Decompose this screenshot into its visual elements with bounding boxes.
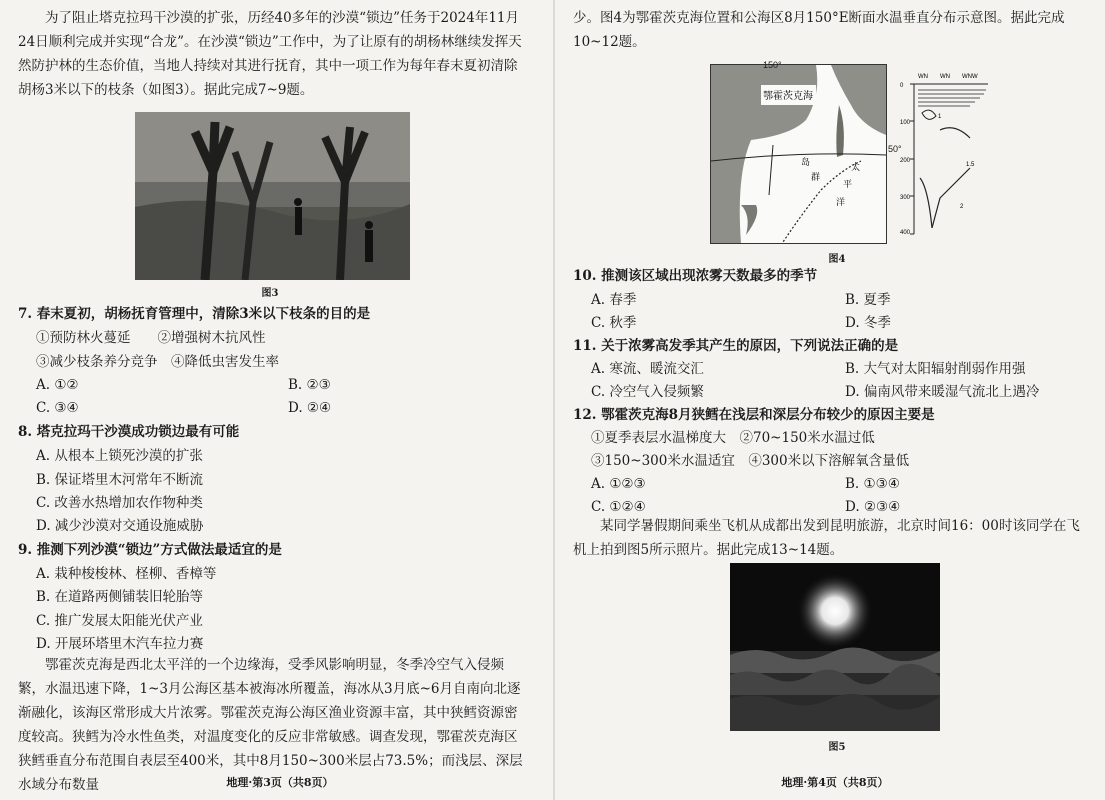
figure-4-longitude-label: 150° (763, 60, 782, 70)
question-11-option-d[interactable]: D. 偏南风带来暖湿气流北上遇冷 (845, 384, 1040, 400)
figure-4-caption: 图4 (828, 254, 846, 265)
question-9-option-d[interactable]: D. 开展环塔里木汽车拉力赛 (36, 636, 204, 652)
question-10-stem: 10. 推测该区域出现浓雾天数最多的季节 (573, 268, 818, 284)
question-11-option-c[interactable]: C. 冷空气入侵频繁 (591, 384, 704, 400)
left-page-footer: 地理·第3页（共8页） (226, 776, 334, 789)
figure-4-ocean-label-2: 平 (843, 179, 853, 189)
question-9-stem: 9. 推测下列沙漠“锁边”方式做法最适宜的是 (18, 542, 282, 558)
question-7-option-c[interactable]: C. ③④ (36, 400, 79, 416)
figure-4-ocean-label-3: 洋 (836, 197, 846, 207)
question-7-option-a[interactable]: A. ①② (36, 377, 79, 393)
figure-4-latitude-label: 50° (888, 144, 902, 154)
figure-4-depth-tick-400: 400 (900, 230, 911, 236)
question-8-option-a[interactable]: A. 从根本上锁死沙漠的扩张 (36, 448, 203, 464)
figure-4-island-label-1: 岛 (801, 157, 811, 167)
figure-3-photo (135, 112, 410, 280)
figure-4-ocean-label-1: 太 (851, 162, 861, 172)
question-12-option-d[interactable]: D. ②③④ (845, 499, 901, 515)
question-11-option-b[interactable]: B. 大气对太阳辐射削弱作用强 (845, 361, 1026, 377)
question-8-option-d[interactable]: D. 减少沙漠对交通设施威胁 (36, 518, 204, 534)
question-7-option-b[interactable]: B. ②③ (288, 377, 331, 393)
question-10-option-d[interactable]: D. 冬季 (845, 315, 891, 331)
figure-4-iso-label-3: 1.5 (966, 162, 975, 168)
question-7-item-1: ①预防林火蔓延 ②增强树木抗风性 (36, 330, 266, 346)
figure-4-top-label-2: WN (940, 74, 950, 80)
flight-passage: 某同学暑假期间乘坐飞机从成都出发到昆明旅游，北京时间16：00时该同学在飞机上拍到图5所示照片。据此完成13~14题。 (573, 518, 1080, 558)
question-8-option-b[interactable]: B. 保证塔里木河常年不断流 (36, 472, 204, 488)
figure-4-top-label-3: WNW (962, 74, 978, 80)
okhotsk-passage-continued: 少。图4为鄂霍茨克海位置和公海区8月150°E断面水温垂直分布示意图。据此完成10~12题。 (573, 10, 1065, 50)
figure-4-temperature-profile (900, 68, 990, 238)
figure-4-island-label-2: 群 (811, 172, 821, 182)
figure-4-map (710, 64, 887, 244)
question-12-option-b[interactable]: B. ①③④ (845, 476, 900, 492)
question-12-option-c[interactable]: C. ①②④ (591, 499, 646, 515)
figure-3-caption: 图3 (261, 288, 279, 299)
question-12-stem: 12. 鄂霍茨克海8月狭鳕在浅层和深层分布较少的原因主要是 (573, 407, 935, 423)
question-10-option-c[interactable]: C. 秋季 (591, 315, 637, 331)
figure-4-top-label-1: WN (918, 74, 928, 80)
question-12-option-a[interactable]: A. ①②③ (591, 476, 646, 492)
figure-5-photo (730, 563, 940, 731)
question-7-item-2: ③减少枝条养分竞争 ④降低虫害发生率 (36, 354, 279, 370)
figure-4-depth-tick-300: 300 (900, 195, 911, 201)
question-9-option-a[interactable]: A. 栽种梭梭林、柽柳、香樟等 (36, 566, 217, 582)
question-11-stem: 11. 关于浓雾高发季其产生的原因，下列说法正确的是 (573, 338, 899, 354)
question-9-option-c[interactable]: C. 推广发展太阳能光伏产业 (36, 613, 203, 629)
question-7-option-d[interactable]: D. ②④ (288, 400, 332, 416)
question-9-option-b[interactable]: B. 在道路两侧铺装旧轮胎等 (36, 589, 204, 605)
figure-4-sea-label: 鄂霍茨克海 (763, 91, 813, 102)
question-8-stem: 8. 塔克拉玛干沙漠成功锁边最有可能 (18, 424, 240, 440)
question-12-item-1: ①夏季表层水温梯度大 ②70~150米水温过低 (591, 430, 875, 446)
question-10-option-b[interactable]: B. 夏季 (845, 292, 891, 308)
figure-4-depth-tick-0: 0 (900, 83, 904, 89)
figure-4-iso-label-2: 2 (960, 204, 964, 210)
figure-4-iso-label-1: 1 (938, 114, 942, 120)
figure-4-depth-tick-100: 100 (900, 120, 911, 126)
okhotsk-passage: 鄂霍茨克海是西北太平洋的一个边缘海，受季风影响明显，冬季冷空气入侵频繁，水温迅速下降，1~3月公海区基本被海冰所覆盖，海冰从3月底~6月自南向北逐渐融化，该海区常形成大片浓雾。鄂霍茨克海公海区渔业资源丰富，其中狭鳕资源密度较高。狭鳕为冷水性鱼类，对温度变化的反应非常敏感。调查发现，鄂霍茨克海区狭鳕垂直分布范围自表层至400米，其中8月150~300米层占73.5%；而浅层、深层水域分布数量 (18, 657, 523, 793)
figure-5-caption: 图5 (828, 742, 846, 753)
intro-passage: 为了阻止塔克拉玛干沙漠的扩张，历经40多年的沙漠“锁边”任务于2024年11月24日顺利完成并实现“合龙”。在沙漠“锁边”工作中，为了让原有的胡杨林继续发挥天然防护林的生态价值，当地人持续对其进行抚育，其中一项工作为每年春末夏初清除胡杨3米以下的枝条（如图3）。据此完成7~9题。 (18, 10, 522, 98)
right-page-footer: 地理·第4页（共8页） (781, 776, 889, 789)
figure-4-depth-tick-200: 200 (900, 158, 911, 164)
question-10-option-a[interactable]: A. 春季 (591, 292, 637, 308)
question-12-item-2: ③150~300米水温适宜 ④300米以下溶解氧含量低 (591, 453, 910, 469)
question-7-stem: 7. 春末夏初，胡杨抚育管理中，清除3米以下枝条的目的是 (18, 306, 371, 322)
question-11-option-a[interactable]: A. 寒流、暖流交汇 (591, 361, 704, 377)
question-8-option-c[interactable]: C. 改善水热增加农作物种类 (36, 495, 203, 511)
right-page (555, 0, 1105, 800)
